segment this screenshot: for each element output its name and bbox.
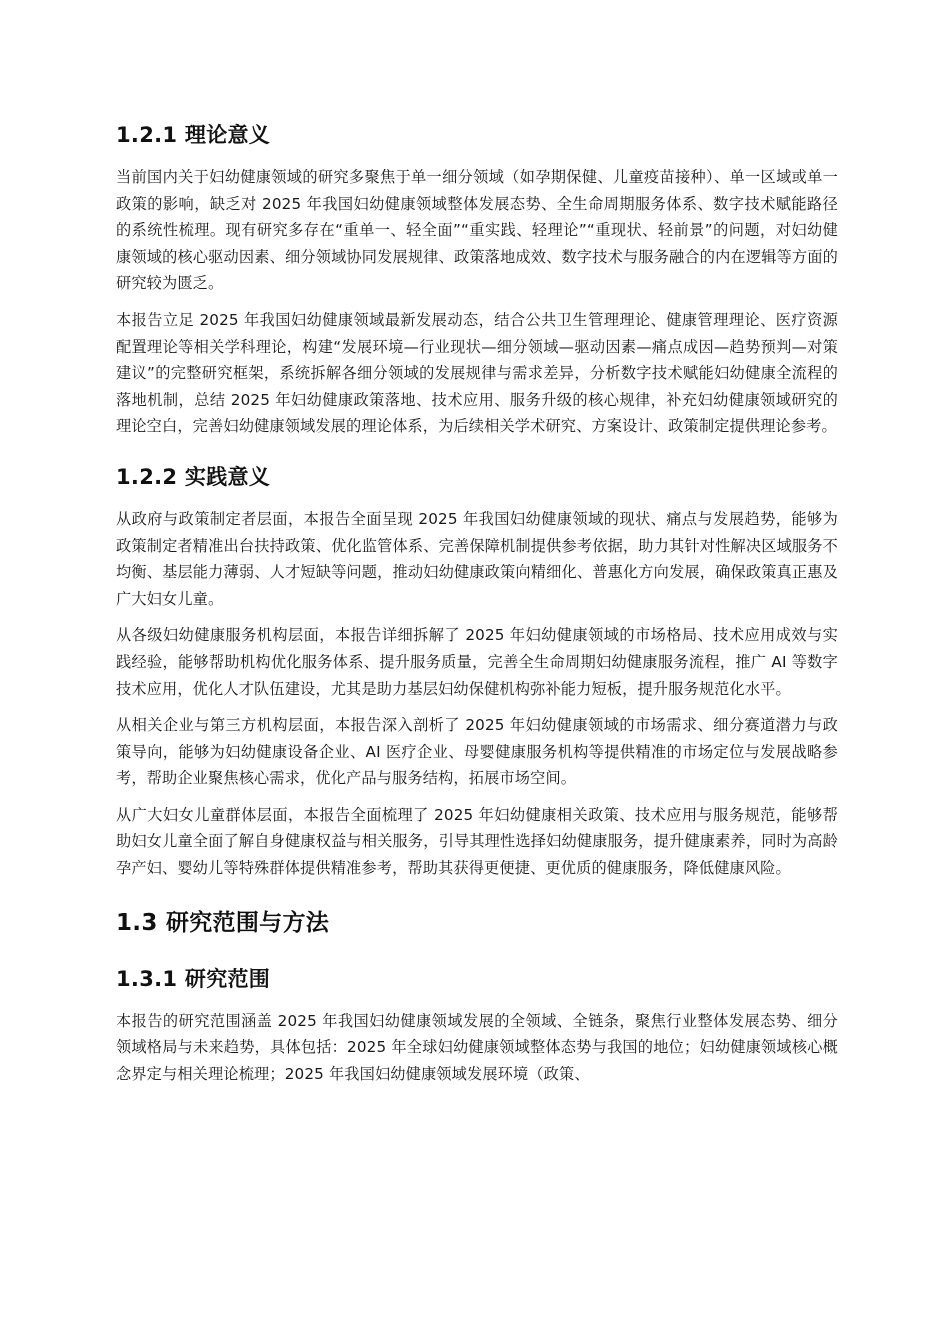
paragraph-practice-government: 从政府与政策制定者层面，本报告全面呈现 2025 年我国妇幼健康领域的现状、痛点与发展趋势，能够为政策制定者精准出台扶持政策、优化监管体系、完善保障机制提供参考依据，助力其针对性解决区域服务不均衡、基层能力薄弱、人才短缺等问题，推动妇幼健康政策向精细化、普惠化方向发展，确保政策真正惠及广大妇女儿童。 [116,509,838,608]
paragraph-practice-enterprises: 从相关企业与第三方机构层面，本报告深入剖析了 2025 年妇幼健康领域的市场需求、细分赛道潜力与政策导向，能够为妇幼健康设备企业、AI 医疗企业、母婴健康服务机构等提供精准的市场定位与发展战略参考，帮助企业聚焦核心需求，优化产品与服务结构，拓展市场空间。 [116,716,838,788]
paragraph-practice-women-children: 从广大妇女儿童群体层面，本报告全面梳理了 2025 年妇幼健康相关政策、技术应用与服务规范，能够帮助妇女儿童全面了解自身健康权益与相关服务，引导其理性选择妇幼健康服务，提升健康素养，同时为高龄孕产妇、婴幼儿等特殊群体提供精准参考，帮助其获得更便捷、更优质的健康服务，降低健康风险。 [116,805,838,878]
section-heading-1-2-1: 1.2.1 理论意义 [116,123,271,147]
paragraph-theory-1: 当前国内关于妇幼健康领域的研究多聚焦于单一细分领域（如孕期保健、儿童疫苗接种）、单一区域或单一政策的影响，缺乏对 2025 年我国妇幼健康领域整体发展态势、全生命周期服务体系、数字技术赋能路径的系统性梳理。现有研究多存在“重单一、轻全面”“重实践、轻理论”“重现状、轻前景”的问题，对妇幼健康领域的核心驱动因素、细分领域协同发展规律、政策落地成效、数字技术与服务融合的内在逻辑等方面的研究较为匮乏。 [116,168,838,293]
document-page [116,112,838,1087]
section-heading-1-2-2: 1.2.2 实践意义 [116,464,271,489]
paragraph-research-scope: 本报告的研究范围涵盖 2025 年我国妇幼健康领域发展的全领域、全链条，聚焦行业整体发展态势、细分领域格局与未来趋势，具体包括：2025 年全球妇幼健康领域整体态势与我国的地位；妇幼健康领域核心概念界定与相关理论梳理；2025 年我国妇幼健康领域发展环境（政策、 [116,1011,838,1083]
paragraph-theory-2: 本报告立足 2025 年我国妇幼健康领域最新发展动态，结合公共卫生管理理论、健康管理理论、医疗资源配置理论等相关学科理论，构建“发展环境—行业现状—细分领域—驱动因素—痛点成因—趋势预判—对策建议”的完整研究框架，系统拆解各细分领域的发展规律与需求差异，分析数字技术赋能妇幼健康全流程的落地机制，总结 2025 年妇幼健康政策落地、技术应用、服务升级的核心规律，补充妇幼健康领域研究的理论空白，完善妇幼健康领域发展的理论体系，为后续相关学术研究、方案设计、政策制定提供理论参考。 [116,310,838,436]
section-heading-1-3-1: 1.3.1 研究范围 [116,966,271,991]
section-heading-1-3: 1.3 研究范围与方法 [116,909,330,936]
paragraph-practice-institutions: 从各级妇幼健康服务机构层面，本报告详细拆解了 2025 年妇幼健康领域的市场格局、技术应用成效与实践经验，能够帮助机构优化服务体系、提升服务质量，完善全生命周期妇幼健康服务流程，推广 AI 等数字技术应用，优化人才队伍建设，尤其是助力基层妇幼保健机构弥补能力短板，提升服务规范化水平。 [116,626,838,698]
